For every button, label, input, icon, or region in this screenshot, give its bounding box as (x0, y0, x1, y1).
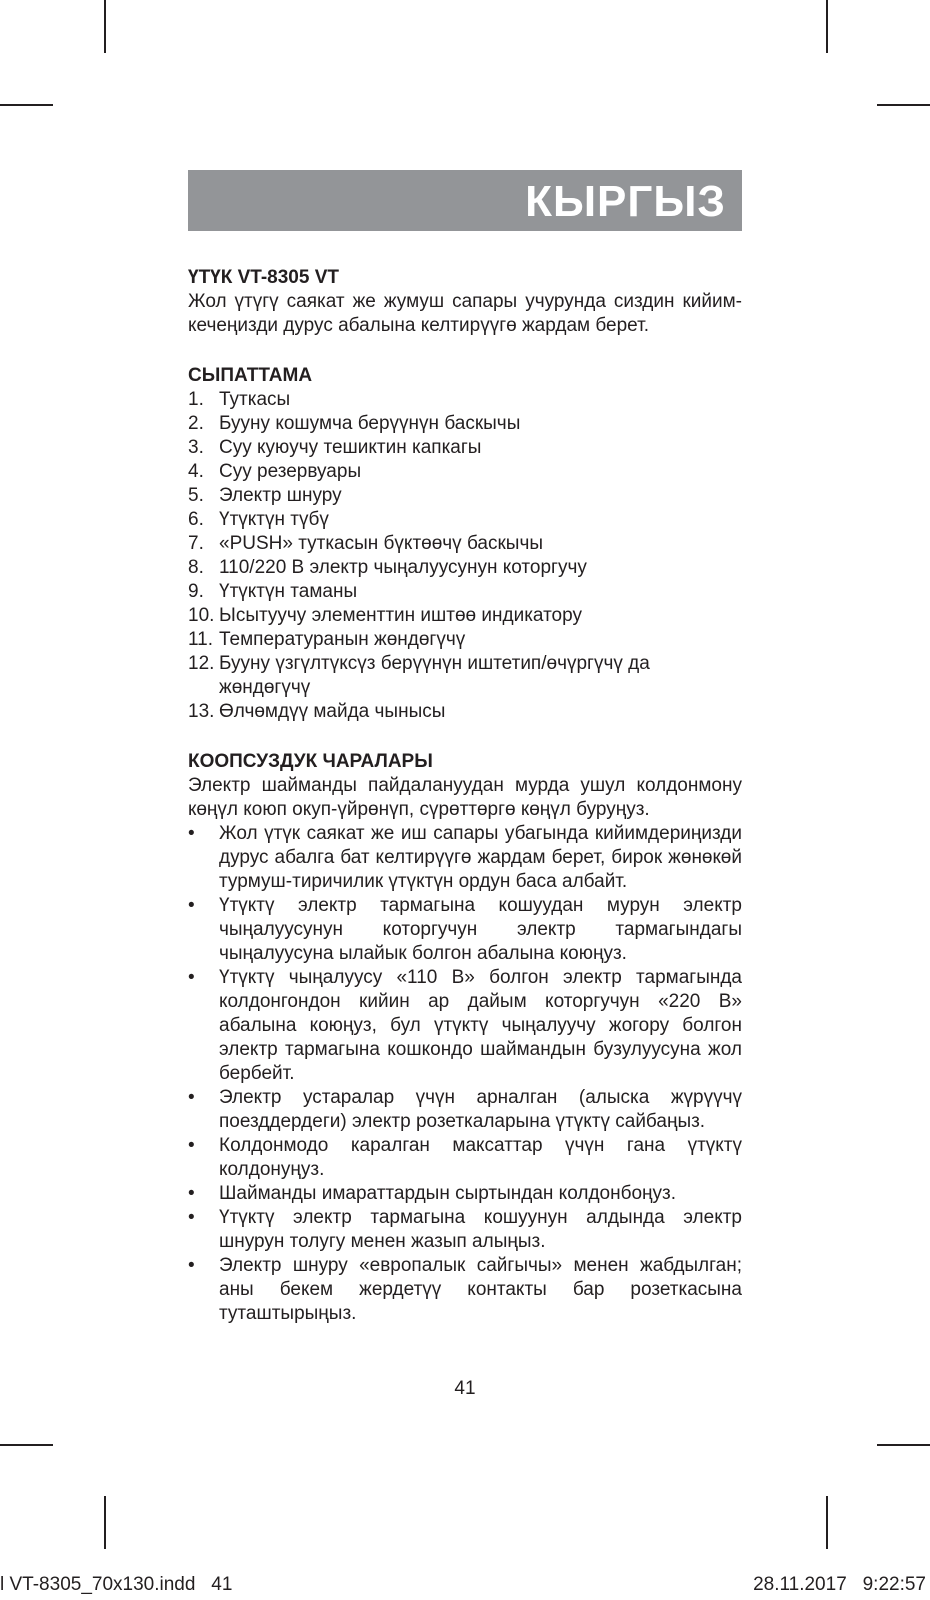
bullet-icon: • (188, 1087, 195, 1108)
page-content (188, 266, 742, 1326)
list-item-text: Үтүктүн түбү (219, 509, 329, 530)
list-item-text: Колдонмодо каралган максаттар үчүн гана үтүктү колдонуңуз. (219, 1135, 742, 1180)
bullet-icon: • (188, 1183, 195, 1204)
bullet-icon: • (188, 823, 195, 844)
list-item-text: Үтүктүн таманы (219, 581, 358, 602)
list-item (188, 436, 742, 460)
list-item-text: Үтүктү электр тармагына кошуунун алдында электр шнурун толугу менен жазып алыңыз. (219, 1207, 742, 1252)
language-title-bar (188, 170, 742, 231)
crop-mark (0, 1444, 53, 1446)
bullet-icon: • (188, 1135, 195, 1156)
list-item-text: Температуранын жөндөгүчү (219, 629, 466, 650)
parts-list (188, 388, 742, 724)
list-item (188, 1206, 742, 1254)
list-item (188, 822, 742, 894)
crop-mark (826, 0, 828, 53)
crop-mark (877, 104, 930, 106)
list-item (188, 484, 742, 508)
list-item (188, 412, 742, 436)
print-slug-date: 28.11.2017 9:22:57 (753, 1574, 926, 1595)
list-item-text: Суу куюучу тешиктин капкагы (219, 437, 482, 458)
list-item-text: Бууну кошумча берүүнүн баскычы (219, 413, 521, 434)
list-item-number: 2. (188, 413, 204, 434)
bullet-icon: • (188, 967, 195, 988)
list-item-text: «PUSH» туткасын бүктөөчү баскычы (219, 533, 544, 554)
list-item (188, 1086, 742, 1134)
crop-mark (104, 0, 106, 53)
product-heading: ҮТҮК VT-8305 VT (188, 267, 339, 288)
list-item (188, 604, 742, 628)
list-item-number: 9. (188, 581, 204, 602)
list-item (188, 966, 742, 1086)
list-item (188, 556, 742, 580)
bullet-icon: • (188, 1207, 195, 1228)
crop-mark (0, 104, 53, 106)
list-item (188, 652, 742, 700)
print-slug-file: l VT-8305_70x130.indd 41 (0, 1574, 233, 1595)
list-item (188, 388, 742, 412)
product-intro: Жол үтүгү саякат же жумуш сапары учурунда сиздин кийим-кечеңизди дурус абалына келтирүүгө жардам берет. (188, 291, 742, 336)
list-item-text: Үтүктү электр тармагына кошуудан мурун электр чыңалуусунун которгучун электр тармагындагы чыңалуусуна ылайык болгон абалына коюңуз. (219, 895, 742, 964)
list-item-text: Жол үтүк саякат же иш сапары убагында кийимдериңизди дурус абалга бат келтирүүгө жардам берет, бирок жөнөкөй турмуш-тиричилик үтүктүн ордун баса албайт. (219, 823, 742, 892)
list-item-text: Суу резервуары (219, 461, 362, 482)
list-item-number: 12. (188, 653, 215, 674)
safety-intro: Электр шайманды пайдалануудан мурда ушул колдонмону көңүл коюп окуп-үйрөнүп, сүрөттөргө көңүл буруңуз. (188, 775, 742, 820)
list-item (188, 580, 742, 604)
safety-list (188, 822, 742, 1326)
list-item (188, 508, 742, 532)
list-item-number: 13. (188, 701, 215, 722)
description-heading: СЫПАТТАМА (188, 365, 313, 386)
list-item-text: Үтүктү чыңалуусу «110 В» болгон электр тармагында колдонгондон кийин ар дайым которгучун «220 В» абалына коюңуз, бул үтүктү чыңалуучу жогору болгон электр тармагына кошкондо шаймандын бузулуусуна жол бербейт. (219, 967, 742, 1084)
list-item (188, 700, 742, 724)
list-item (188, 532, 742, 556)
list-item-number: 1. (188, 389, 204, 410)
list-item-text: Электр устаралар үчүн арналган (алыска жүрүүчү поезддердеги) электр розеткаларына үтүктү сайбаңыз. (219, 1087, 742, 1132)
crop-mark (826, 1496, 828, 1549)
list-item (188, 1254, 742, 1326)
list-item-number: 6. (188, 509, 204, 530)
list-item-number: 10. (188, 605, 215, 626)
list-item-text: Электр шнуру (219, 485, 342, 506)
crop-mark (877, 1444, 930, 1446)
page-number: 41 (454, 1378, 476, 1399)
list-item-text: Туткасы (219, 389, 291, 410)
list-item-number: 11. (188, 629, 214, 650)
list-item-number: 7. (188, 533, 204, 554)
list-item-number: 3. (188, 437, 204, 458)
list-item-text: Электр шнуру «европалык сайгычы» менен жабдылган; аны бекем жердетүү контакты бар розеткасына туташтырыңыз. (219, 1255, 742, 1324)
list-item-number: 4. (188, 461, 204, 482)
list-item-number: 8. (188, 557, 204, 578)
list-item-text: Шайманды имараттардын сыртындан колдонбоңуз. (219, 1183, 677, 1204)
list-item-text: Бууну үзгүлтүксүз берүүнүн иштетип/өчүргүчү да жөндөгүчү (219, 653, 650, 698)
list-item (188, 460, 742, 484)
crop-mark (104, 1496, 106, 1549)
list-item (188, 628, 742, 652)
list-item (188, 894, 742, 966)
list-item-text: Ысытуучу элементтин иштөө индикатору (219, 605, 582, 626)
list-item (188, 1182, 742, 1206)
language-title: КЫРГЫЗ (525, 177, 726, 226)
list-item-number: 5. (188, 485, 204, 506)
bullet-icon: • (188, 895, 195, 916)
list-item-text: 110/220 В электр чыңалуусунун которгучу (219, 557, 587, 578)
safety-heading: КООПСУЗДУК ЧАРАЛАРЫ (188, 751, 433, 772)
bullet-icon: • (188, 1255, 195, 1276)
list-item-text: Өлчөмдүү майда чынысы (219, 701, 446, 722)
list-item (188, 1134, 742, 1182)
